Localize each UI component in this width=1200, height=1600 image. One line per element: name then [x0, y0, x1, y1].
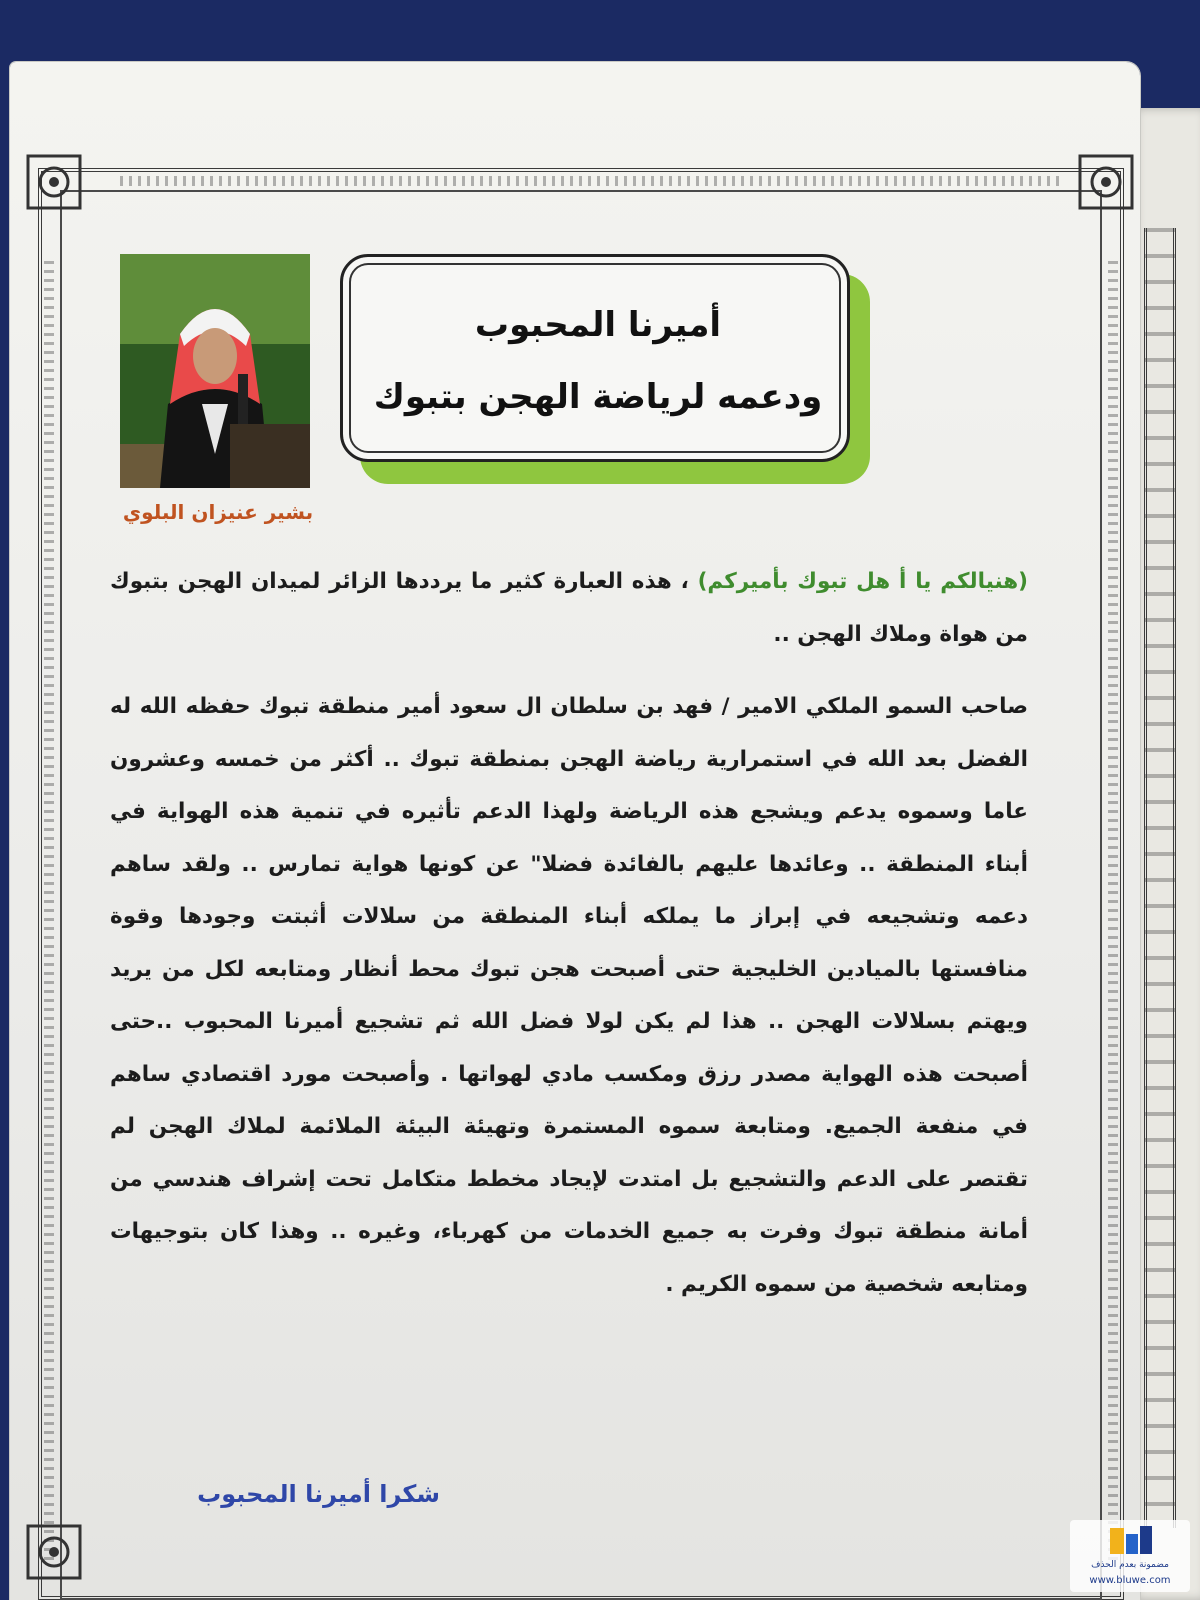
ornament-corner-icon — [1074, 150, 1138, 214]
page-title: أميرنا المحبوب — [474, 305, 722, 345]
article-paragraph: صاحب السمو الملكي الامير / فهد بن سلطان ال سعود أمير منطقة تبوك حفظه الله له الفضل بعد الله في استمرارية رياضة الهجن بمنطقة تبوك .. أكثر من خمسه وعشرون عاما وسموه يدعم ويشجع هذه الرياضة ولهذا الدعم تأثيره في تنمية هذه الهواية في أبناء المنطقة .. وعائدها عليهم بالفائدة فضلا" عن كونها هواية تمارس .. ولقد ساهم دعمه وتشجيعه في إبراز ما يملكه أبناء المنطقة من سلالات أثبتت وجودها وقوة منافستها بالميادين الخليجية حتى أصبحت هجن تبوك محط أنظار ومتابعه لكل من يريد ويهتم بسلالات الهجن .. هذا لم يكن لولا فضل الله ثم تشجيع أميرنا المحبوب ..حتى أصبحت هذه الهواية مصدر رزق ومكسب مادي لهواتها . وأصبحت مورد اقتصادي ساهم في منفعة الجميع. ومتابعة سموه المستمرة وتهيئة البيئة الملائمة لملاك الهجن لم تقتصر على الدعم والتشجيع بل امتدت لإيجاد مخطط متكامل تحت إشراف هندسي من أمانة منطقة تبوك وفرت به جميع الخدمات من كهرباء، وغيره .. وهذا كان بتوجيهات ومتابعه شخصية من سموه الكريم . — [110, 694, 1028, 1297]
frame-band-right — [1108, 260, 1118, 1560]
adjacent-page-border — [1144, 228, 1176, 1528]
article-intro-text: ، هذه العبارة كثير ما يرددها الزائر لميدان الهجن بتبوك من هواة وملاك الهجن .. — [110, 569, 1028, 647]
ornament-corner-icon — [22, 150, 86, 214]
article-quote: (هنيالكم يا أ هل تبوك بأميركم) — [697, 569, 1028, 594]
article-intro — [110, 556, 1028, 661]
author-name: بشير عنيزان البلوي — [122, 500, 314, 524]
ornament-corner-icon — [22, 1520, 86, 1584]
frame-band-left — [44, 260, 54, 1560]
watermark-url: www.bluwe.com — [1089, 1575, 1171, 1586]
adjacent-page — [1130, 108, 1200, 1600]
closing-thanks: شكرا أميرنا المحبوب — [197, 1480, 440, 1508]
title-box — [340, 254, 860, 478]
site-logo-icon — [1108, 1524, 1154, 1558]
site-watermark — [1070, 1520, 1190, 1592]
frame-band-top — [120, 176, 1060, 186]
page-subtitle: ودعمه لرياضة الهجن بتبوك — [373, 377, 823, 417]
title-card — [340, 254, 850, 462]
watermark-tagline: مضمونة بعدم الحذف — [1091, 1560, 1169, 1570]
author-photo — [120, 254, 310, 488]
article-body — [110, 556, 1028, 1331]
